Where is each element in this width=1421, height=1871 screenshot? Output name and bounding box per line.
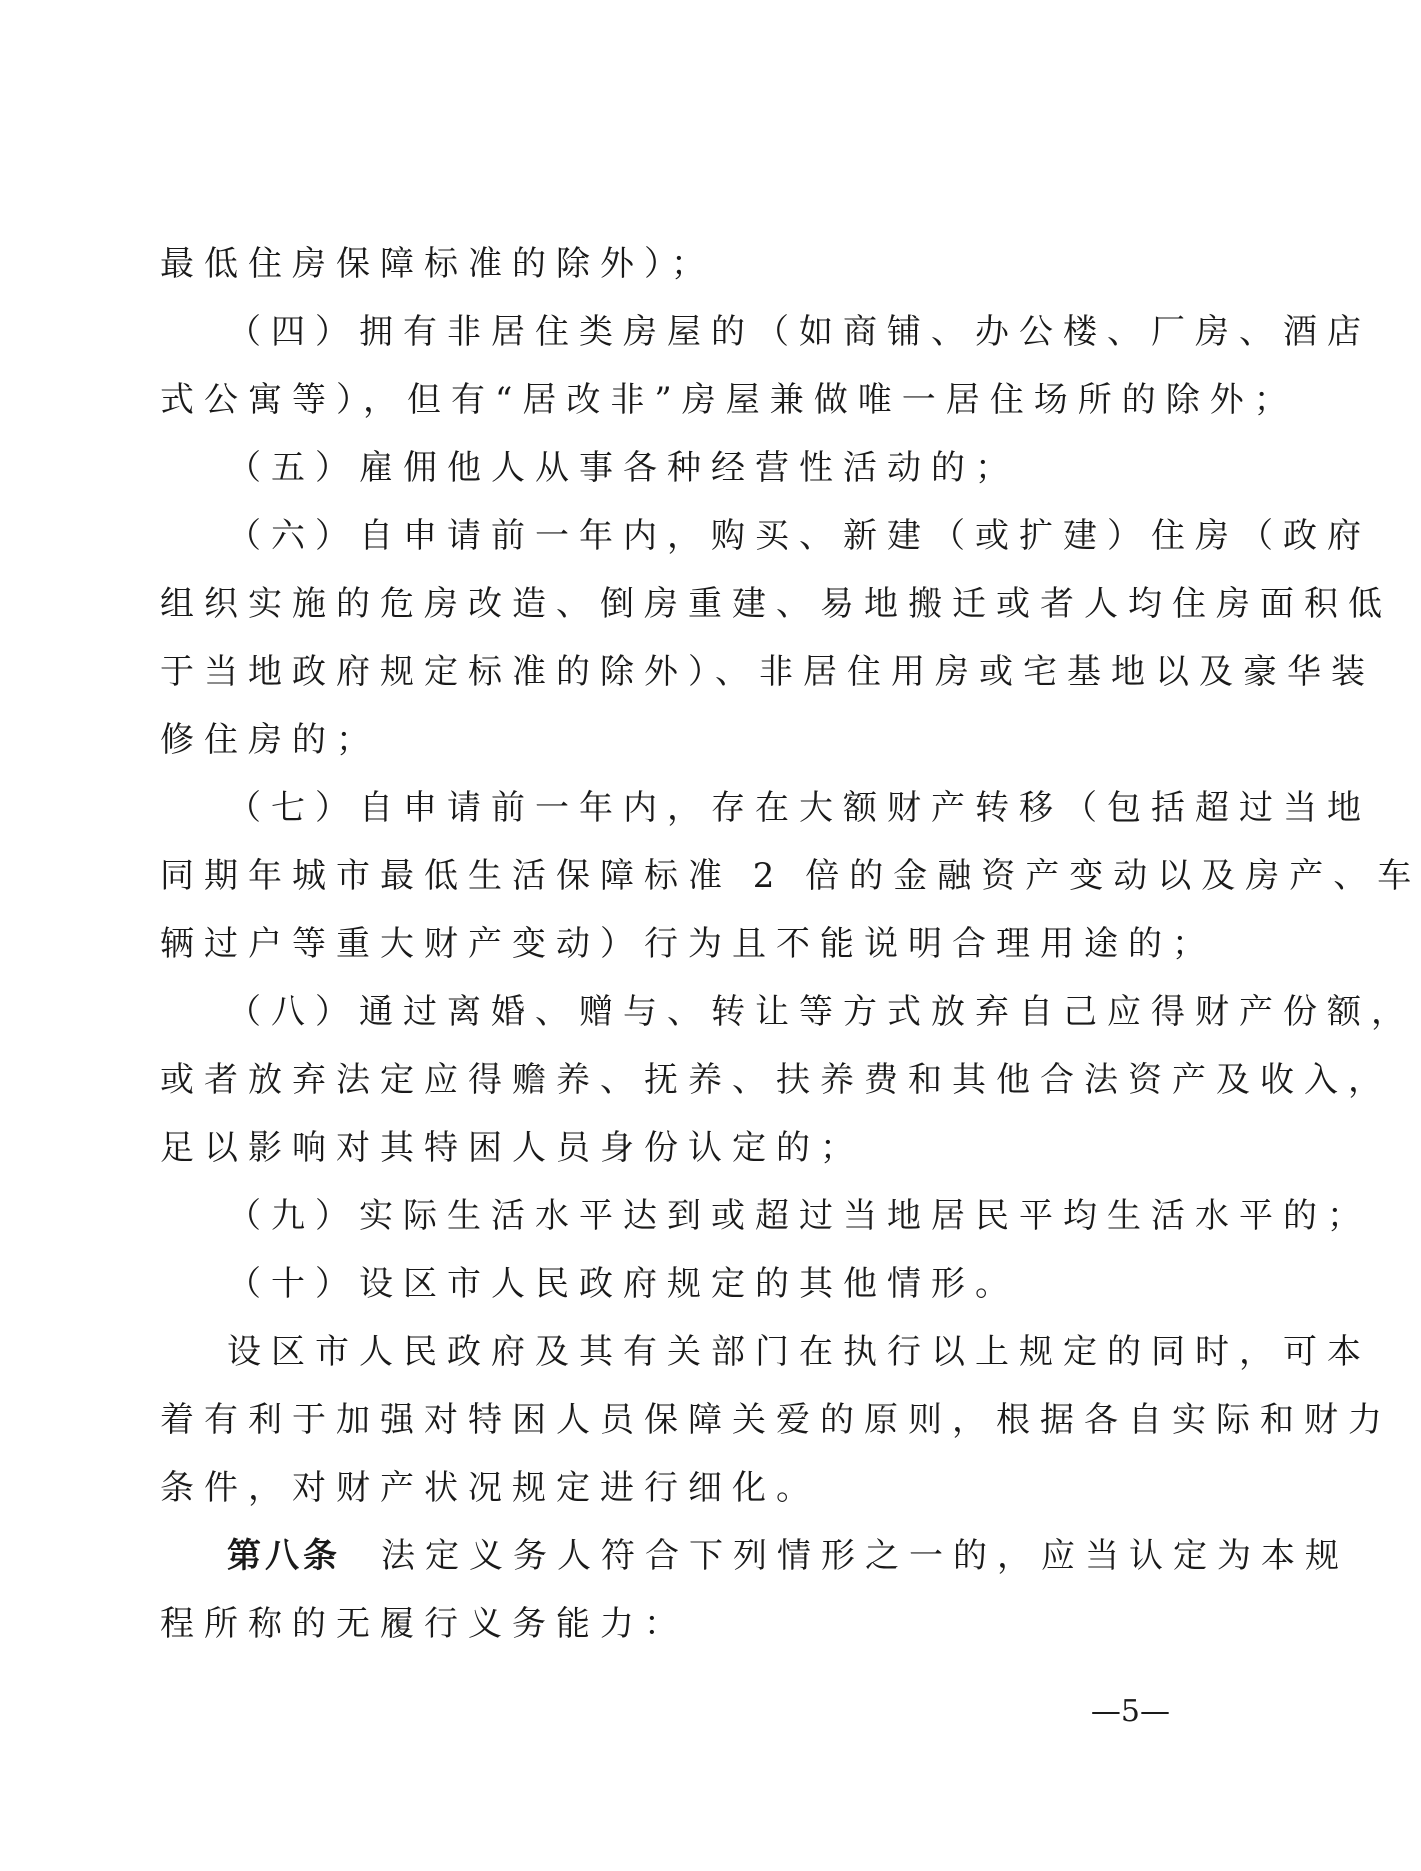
text-line-12: （八）通过离婚、赠与、转让等方式放弃自己应得财产份额， [227, 992, 1415, 1032]
text-line-2: （四）拥有非居住类房屋的（如商铺、办公楼、厂房、酒店 [227, 312, 1371, 352]
text-line-8: 修住房的； [160, 720, 380, 760]
text-line-17: 设区市人民政府及其有关部门在执行以上规定的同时，可本 [227, 1332, 1371, 1372]
article-label: 第八条 [227, 1536, 341, 1576]
article-text: 法定义务人符合下列情形之一的，应当认定为本规 [381, 1536, 1349, 1576]
text-line-18: 着有利于加强对特困人员保障关爱的原则，根据各自实际和财力 [160, 1400, 1392, 1440]
text-line-10: 同期年城市最低生活保障标准 2 倍的金融资产变动以及房产、车 [160, 856, 1421, 896]
text-line-7: 于当地政府规定标准的除外）、非居住用房或宅基地以及豪华装 [160, 652, 1375, 692]
text-line-19: 条件，对财产状况规定进行细化。 [160, 1468, 820, 1508]
text-line-16: （十）设区市人民政府规定的其他情形。 [227, 1264, 1019, 1304]
text-line-4: （五）雇佣他人从事各种经营性活动的； [227, 448, 1019, 488]
text-line-13: 或者放弃法定应得赡养、抚养、扶养费和其他合法资产及收入， [160, 1060, 1392, 1100]
text-line-5: （六）自申请前一年内，购买、新建（或扩建）住房（政府 [227, 516, 1371, 556]
text-line-14: 足以影响对其特困人员身份认定的； [160, 1128, 864, 1168]
text-line-11: 辆过户等重大财产变动）行为且不能说明合理用途的； [160, 924, 1216, 964]
text-line-9: （七）自申请前一年内，存在大额财产转移（包括超过当地 [227, 788, 1371, 828]
text-line-6: 组织实施的危房改造、倒房重建、易地搬迁或者人均住房面积低 [160, 584, 1392, 624]
text-line-1: 最低住房保障标准的除外）； [160, 244, 715, 284]
text-line-21: 程所称的无履行义务能力： [160, 1604, 688, 1644]
text-line-3: 式公寓等），但有“居改非”房屋兼做唯一居住场所的除外； [160, 380, 1298, 420]
text-line-20 [227, 1522, 1349, 1590]
text-line-15: （九）实际生活水平达到或超过当地居民平均生活水平的； [227, 1196, 1371, 1236]
page-number: —5— [1090, 1694, 1170, 1729]
